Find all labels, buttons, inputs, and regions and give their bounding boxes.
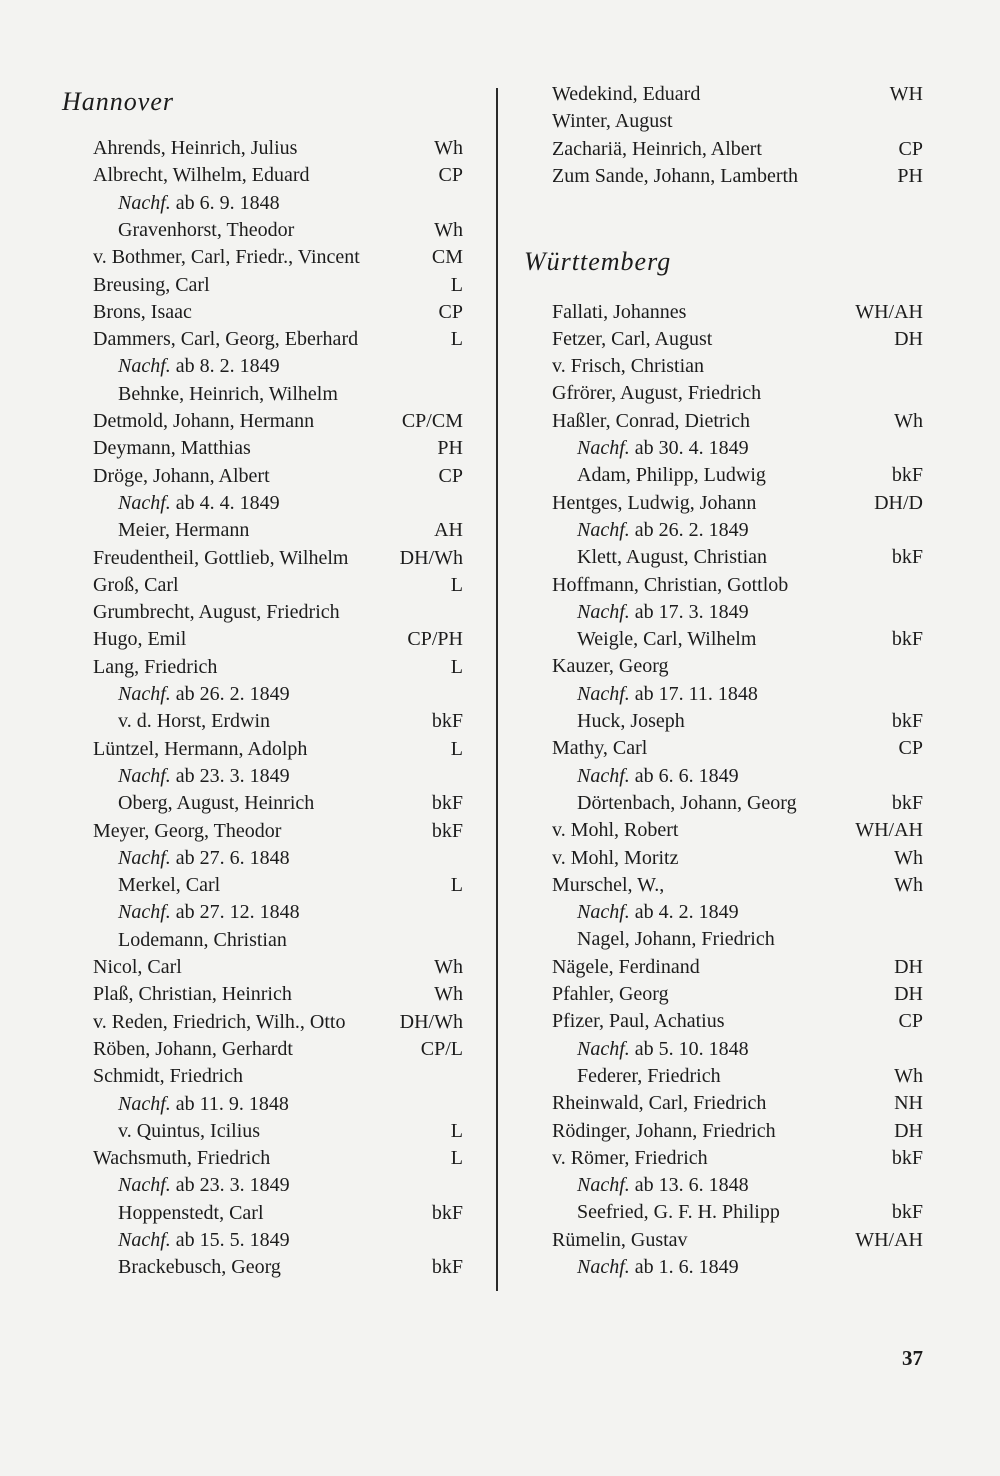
successor-date [118,845,290,872]
party-affiliation: bkF [891,546,923,569]
member-entry [93,954,463,981]
member-name: Pfahler, Georg [552,983,669,1005]
member-name: Plaß, Christian, Heinrich [93,983,292,1006]
member-name: Oberg, August, Heinrich [118,792,315,815]
date-text: ab 6. 9. 1848 [175,191,280,214]
member-entry [93,162,463,189]
member-entry [552,408,923,435]
member-entry [552,1199,923,1226]
party-affiliation: bkF [891,1146,923,1169]
successor-date [577,681,758,708]
member-name: Lang, Friedrich [93,655,218,678]
date-text: ab 8. 2. 1849 [175,355,280,378]
member-entry [552,299,923,326]
member-entry [93,981,463,1008]
party-affiliation: Wh [894,1064,923,1087]
successor-date [577,599,749,626]
member-entry [552,1118,923,1145]
party-affiliation: Wh [434,137,463,159]
party-affiliation: bkF [891,710,923,732]
date-text: ab 4. 4. 1849 [175,491,280,514]
member-entry [93,1036,463,1063]
member-entry [552,926,923,953]
successor-date [118,1172,290,1199]
member-entry [552,1008,923,1035]
member-entry [93,872,463,899]
member-entry [93,272,463,299]
party-affiliation: PH [897,164,923,187]
member-name: Adam, Philipp, Ludwig [577,464,766,487]
party-affiliation: CP [898,137,923,160]
member-entry [552,1063,923,1090]
party-affiliation: CM [431,246,463,269]
successor-note [93,763,463,790]
party-affiliation: L [450,1119,463,1142]
member-name: Fallati, Johannes [552,300,687,323]
member-entry [93,299,463,326]
member-name: Grumbrecht, August, Friedrich [93,601,340,624]
member-name: Zum Sande, Johann, Lamberth [552,164,799,187]
member-entry [93,654,463,681]
member-name: Hoffmann, Christian, Gottlob [552,573,789,596]
successor-note [552,435,923,462]
nachf-label: Nachf. [577,1037,630,1060]
party-affiliation: DH [894,327,923,350]
member-entry [93,326,463,353]
member-entry [552,653,923,680]
member-entry [93,1118,463,1145]
successor-note [93,845,463,872]
member-entry [552,326,923,353]
member-name: Gravenhorst, Theodor [118,218,295,241]
member-name: Dröge, Johann, Albert [93,464,270,487]
successor-note [552,681,923,708]
party-affiliation: L [450,655,463,678]
party-affiliation: CP [898,1010,923,1033]
page-number: 37 [902,1346,923,1370]
nachf-label: Nachf. [118,1229,171,1251]
member-entry [552,544,923,571]
successor-note [93,1172,463,1199]
member-name: v. Bothmer, Carl, Friedr., Vincent [93,246,360,269]
member-name: Albrecht, Wilhelm, Eduard [93,164,310,187]
successor-date [577,763,739,790]
member-name: Federer, Friedrich [577,1064,721,1087]
successor-date [118,353,280,380]
member-name: Zachariä, Heinrich, Albert [552,137,762,160]
member-name: Pfizer, Paul, Achatius [552,1010,725,1033]
member-entry [552,380,923,407]
member-name: v. Mohl, Moritz [552,846,679,869]
successor-note [93,899,463,926]
date-text: ab 4. 2. 1849 [634,901,739,924]
member-entry [93,626,463,653]
party-affiliation: AH [434,519,463,542]
member-name: Ahrends, Heinrich, Julius [93,137,298,159]
member-entry [552,872,923,899]
successor-note [552,1254,923,1281]
member-name: Hentges, Ludwig, Johann [552,491,757,514]
successor-note [93,1227,463,1254]
party-affiliation: PH [437,437,463,460]
nachf-label: Nachf. [577,1256,630,1278]
nachf-label: Nachf. [118,1092,171,1115]
successor-note [93,681,463,708]
nachf-label: Nachf. [118,683,171,705]
party-affiliation: L [450,874,463,897]
date-text: ab 11. 9. 1848 [175,1092,289,1115]
date-text: ab 27. 12. 1848 [175,901,300,924]
member-entry [552,353,923,380]
party-affiliation: L [450,737,463,760]
member-name: Schmidt, Friedrich [93,1065,243,1088]
member-name: v. Frisch, Christian [552,355,705,378]
member-entry [552,81,923,108]
member-name: Merkel, Carl [118,874,221,897]
member-name: v. d. Horst, Erdwin [118,710,271,733]
member-name: Seefried, G. F. H. Philipp [577,1201,780,1224]
member-entry [93,217,463,244]
successor-date [118,190,280,217]
member-entry [93,1063,463,1090]
member-name: Deymann, Matthias [93,437,251,460]
member-name: Fetzer, Carl, August [552,327,713,350]
successor-date [118,1227,290,1254]
member-name: Kauzer, Georg [552,655,669,678]
party-affiliation: NH [894,1092,923,1115]
nachf-label: Nachf. [577,600,630,623]
member-name: Breusing, Carl [93,273,210,296]
successor-date [577,1036,749,1063]
party-affiliation: Wh [434,218,463,241]
successor-note [552,1172,923,1199]
member-name: Detmold, Johann, Hermann [93,410,315,432]
member-name: Behnke, Heinrich, Wilhelm [118,382,338,405]
member-entry [93,435,463,462]
party-affiliation: CP [438,164,463,187]
nachf-label: Nachf. [577,437,630,459]
successor-date [118,763,290,790]
member-entry [93,463,463,490]
party-affiliation: DH/D [874,491,923,514]
date-text: ab 23. 3. 1849 [175,1174,290,1197]
successor-date [577,517,749,544]
party-affiliation: WH/AH [855,1228,923,1251]
member-entry [93,408,463,435]
successor-note [552,517,923,544]
member-entry [552,1090,923,1117]
successor-note [93,490,463,517]
party-affiliation: bkF [891,791,923,814]
date-text: ab 6. 6. 1849 [634,764,739,787]
member-name: Weigle, Carl, Wilhelm [577,628,757,651]
successor-note [93,190,463,217]
member-name: Meyer, Georg, Theodor [93,819,282,842]
party-affiliation: CP/CM [401,410,463,432]
member-entry [552,845,923,872]
date-text: ab 17. 11. 1848 [634,682,758,705]
member-name: Hoppenstedt, Carl [118,1201,264,1224]
party-affiliation: WH/AH [855,300,923,323]
successor-note [93,353,463,380]
nachf-label: Nachf. [118,1174,171,1197]
nachf-label: Nachf. [118,764,171,787]
successor-note [552,1036,923,1063]
nachf-label: Nachf. [118,846,171,869]
successor-date [118,1091,289,1118]
party-affiliation: L [450,273,463,296]
successor-date [577,1172,749,1199]
nachf-label: Nachf. [118,355,171,378]
member-entry [552,790,923,817]
member-name: Wedekind, Eduard [552,83,701,105]
date-text: ab 13. 6. 1848 [634,1174,749,1197]
member-entry [93,599,463,626]
member-entry [552,626,923,653]
member-name: Rödinger, Johann, Friedrich [552,1119,776,1142]
member-entry [93,572,463,599]
party-affiliation: CP/PH [407,628,463,651]
date-text: ab 30. 4. 1849 [634,437,749,459]
nachf-label: Nachf. [577,901,630,924]
member-name: v. Römer, Friedrich [552,1146,708,1169]
member-name: Hugo, Emil [93,628,187,651]
member-name: Groß, Carl [93,573,179,596]
successor-date [118,899,300,926]
member-name: Haßler, Conrad, Dietrich [552,409,751,432]
party-affiliation: bkF [431,1256,463,1279]
member-name: Nagel, Johann, Friedrich [577,928,775,951]
date-text: ab 15. 5. 1849 [175,1229,290,1251]
party-affiliation: DH/Wh [399,546,463,569]
member-entry [93,1009,463,1036]
member-entry [93,818,463,845]
party-affiliation: bkF [431,1201,463,1224]
nachf-label: Nachf. [577,764,630,787]
member-name: Lodemann, Christian [118,928,287,951]
party-affiliation: CP [438,464,463,487]
member-name: Meier, Hermann [118,519,250,542]
party-affiliation: DH [894,955,923,978]
member-entry [93,135,463,162]
member-name: Brackebusch, Georg [118,1256,281,1279]
member-entry [552,954,923,981]
member-name: Winter, August [552,110,673,133]
section-heading-wuerttemberg: Württemberg [524,247,672,276]
member-name: Klett, August, Christian [577,546,767,569]
party-affiliation: bkF [891,1201,923,1224]
party-affiliation: L [450,328,463,351]
member-entry [552,817,923,844]
party-affiliation: WH [889,83,923,105]
party-affiliation: bkF [891,628,923,651]
member-entry [93,736,463,763]
member-name: Brons, Isaac [93,300,192,323]
member-name: v. Reden, Friedrich, Wilh., Otto [93,1010,346,1033]
party-affiliation: bkF [431,819,463,842]
member-name: Huck, Joseph [577,710,685,732]
member-entry [552,136,923,163]
party-affiliation: L [450,573,463,596]
party-affiliation: Wh [894,873,923,896]
member-name: Gfrörer, August, Friedrich [552,382,762,405]
member-entry [93,381,463,408]
member-name: Rümelin, Gustav [552,1228,688,1251]
member-entry [93,708,463,735]
member-entry [552,108,923,135]
nachf-label: Nachf. [118,901,171,924]
nachf-label: Nachf. [118,191,171,214]
member-entry [552,1145,923,1172]
party-affiliation: Wh [894,409,923,432]
party-affiliation: DH [894,1119,923,1142]
member-name: Nicol, Carl [93,956,182,978]
member-entry [93,545,463,572]
successor-date [118,490,280,517]
party-affiliation: WH/AH [855,819,923,842]
successor-note [552,763,923,790]
member-entry [93,1145,463,1172]
party-affiliation: Wh [434,983,463,1006]
member-name: Lüntzel, Hermann, Adolph [93,737,308,760]
date-text: ab 17. 3. 1849 [634,600,749,623]
member-entry [93,517,463,544]
member-name: Freudentheil, Gottlieb, Wilhelm [93,546,349,569]
member-entry [552,981,923,1008]
member-entry [552,490,923,517]
member-name: Murschel, W., [552,873,665,896]
member-entry [552,572,923,599]
successor-date [118,681,290,708]
date-text: ab 1. 6. 1849 [634,1256,739,1278]
successor-date [577,1254,739,1281]
member-name: Mathy, Carl [552,737,648,760]
member-name: Röben, Johann, Gerhardt [93,1037,293,1060]
date-text: ab 26. 2. 1849 [634,518,749,541]
party-affiliation: CP [438,300,463,323]
nachf-label: Nachf. [577,518,630,541]
member-entry [93,244,463,271]
member-entry [93,1200,463,1227]
successor-date [577,435,749,462]
column-divider [496,88,498,1291]
party-affiliation: L [450,1147,463,1170]
date-text: ab 26. 2. 1849 [175,683,290,705]
member-entry [552,735,923,762]
member-entry [93,927,463,954]
member-name: Wachsmuth, Friedrich [93,1147,271,1170]
party-affiliation: Wh [434,956,463,978]
member-entry [552,1227,923,1254]
section-heading-hannover: Hannover [62,87,174,116]
successor-note [552,899,923,926]
party-affiliation: Wh [894,846,923,869]
date-text: ab 27. 6. 1848 [175,846,290,869]
member-name: Dammers, Carl, Georg, Eberhard [93,328,359,351]
party-affiliation: DH/Wh [399,1010,463,1033]
member-entry [93,790,463,817]
successor-date [577,899,739,926]
member-name: Dörtenbach, Johann, Georg [577,791,797,814]
member-entry [93,1254,463,1281]
member-name: Rheinwald, Carl, Friedrich [552,1092,767,1115]
member-name: Nägele, Ferdinand [552,955,700,978]
date-text: ab 5. 10. 1848 [634,1037,749,1060]
member-entry [552,708,923,735]
member-entry [552,163,923,190]
nachf-label: Nachf. [118,491,171,514]
party-affiliation: CP [898,737,923,760]
member-name: v. Quintus, Icilius [118,1119,261,1142]
party-affiliation: CP/L [420,1037,463,1060]
nachf-label: Nachf. [577,682,630,705]
nachf-label: Nachf. [577,1174,630,1197]
party-affiliation: bkF [431,710,463,733]
date-text: ab 23. 3. 1849 [175,764,290,787]
party-affiliation: bkF [891,464,923,487]
party-affiliation: DH [894,983,923,1005]
successor-note [93,1091,463,1118]
successor-note [552,599,923,626]
party-affiliation: bkF [431,792,463,815]
member-name: v. Mohl, Robert [552,819,679,842]
member-entry [552,462,923,489]
